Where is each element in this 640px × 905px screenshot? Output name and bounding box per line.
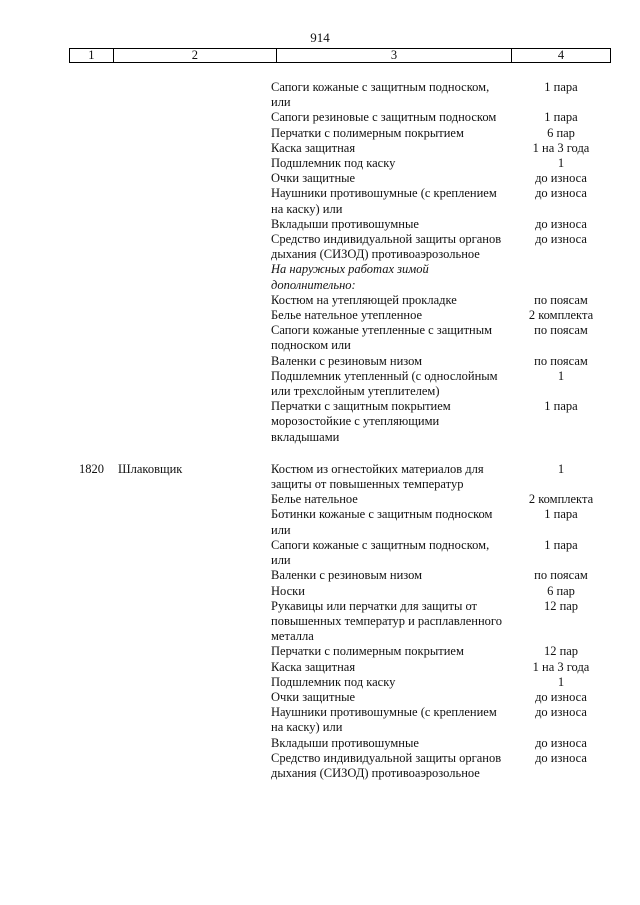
ppe-item-quantity: 1 пара (544, 399, 578, 414)
table-row (69, 354, 611, 369)
continued-item-list (69, 80, 611, 445)
ppe-item-name: Сапоги кожаные утепленные с защитным подноском или (271, 323, 493, 353)
table-row (69, 599, 611, 645)
ppe-item-quantity: до износа (535, 216, 587, 231)
ppe-item-quantity: 1 (557, 368, 565, 383)
profession-number: 1820 (79, 461, 104, 476)
ppe-item-name: Белье нательное (271, 492, 358, 507)
table-row (69, 186, 611, 216)
ppe-item-quantity: по поясам (534, 353, 588, 368)
ppe-item-quantity: до износа (535, 705, 587, 720)
table-row (69, 462, 611, 492)
table-row (69, 156, 611, 171)
ppe-item-quantity: по поясам (534, 568, 588, 583)
ppe-item-name: Сапоги резиновые с защитным подноском (271, 110, 497, 125)
ppe-item-name: Перчатки с защитным покрытием морозостойкие с утепляющими вкладышами (271, 399, 451, 444)
table-row (69, 660, 611, 675)
ppe-item-quantity: 6 пар (547, 125, 575, 140)
ppe-item-quantity: 1 на 3 года (532, 140, 590, 155)
ppe-item-quantity: 1 (557, 674, 565, 689)
table-row (69, 644, 611, 659)
column-header-row (69, 48, 611, 63)
ppe-item-name: Средство индивидуальной защиты органов дыхания (СИЗОД) противоаэрозольное (271, 232, 502, 262)
table-row (69, 141, 611, 156)
ppe-item-quantity: 1 пара (544, 80, 578, 94)
table-row (69, 568, 611, 583)
profession-block (69, 462, 611, 781)
table-row (69, 126, 611, 141)
ppe-item-quantity: 6 пар (547, 583, 575, 598)
table-row (69, 584, 611, 599)
ppe-item-name: Валенки с резиновым низом (271, 353, 423, 368)
ppe-item-quantity: до износа (535, 171, 587, 186)
ppe-item-quantity: 1 пара (544, 537, 578, 552)
table-row (69, 217, 611, 232)
ppe-item-quantity: 1 пара (544, 110, 578, 125)
table-row (69, 751, 611, 781)
table-row (69, 232, 611, 262)
ppe-item-quantity: по поясам (534, 323, 588, 338)
ppe-item-name: Рукавицы или перчатки для защиты от повышенных температур и расплавленного металла (271, 598, 502, 644)
page-number: 914 (310, 30, 330, 45)
ppe-table-body (69, 80, 611, 781)
table-row (69, 538, 611, 568)
ppe-item-name: Костюм на утепляющей прокладке (271, 292, 457, 307)
column-header-2: 2 (113, 49, 276, 63)
ppe-item-name: Подшлемник под каску (271, 674, 396, 689)
ppe-item-name: Костюм из огнестойких материалов для защиты от повышенных температур (271, 461, 484, 492)
table-row (69, 705, 611, 735)
ppe-item-quantity: 1 пара (544, 507, 578, 522)
table-row (69, 675, 611, 690)
ppe-item-name: Каска защитная (271, 659, 356, 674)
ppe-item-quantity: 1 (557, 156, 565, 171)
ppe-item-name: Вкладыши противошумные (271, 216, 419, 231)
ppe-item-name: Наушники противошумные (с креплением на каску) или (271, 705, 497, 735)
table-row (69, 171, 611, 186)
ppe-item-quantity: 1 (557, 461, 565, 476)
table-row (69, 80, 611, 110)
ppe-item-name: Подшлемник утепленный (с однослойным или трехслойным утеплителем) (271, 368, 498, 399)
ppe-item-name: Перчатки с полимерным покрытием (271, 644, 464, 659)
table-row (69, 110, 611, 125)
ppe-item-name: Каска защитная (271, 140, 356, 155)
ppe-item-name: Подшлемник под каску (271, 156, 396, 171)
table-row (69, 399, 611, 445)
column-header-4: 4 (511, 49, 610, 63)
column-header-3: 3 (277, 49, 512, 63)
table-row (69, 507, 611, 537)
ppe-item-quantity: по поясам (534, 292, 588, 307)
ppe-item-quantity: до износа (535, 689, 587, 704)
ppe-item-quantity: 2 комплекта (528, 308, 594, 323)
column-header-1: 1 (70, 49, 114, 63)
ppe-item-quantity: 12 пар (543, 644, 579, 659)
ppe-item-name: Очки защитные (271, 171, 356, 186)
ppe-item-name: Валенки с резиновым низом (271, 568, 423, 583)
table-row (69, 293, 611, 308)
ppe-item-quantity: до износа (535, 750, 587, 765)
table-row (69, 492, 611, 507)
ppe-item-quantity: до износа (535, 735, 587, 750)
ppe-item-name: Очки защитные (271, 689, 356, 704)
ppe-item-name: Носки (271, 583, 305, 598)
table-row (69, 736, 611, 751)
ppe-item-quantity: 1 на 3 года (532, 659, 590, 674)
ppe-item-name: Сапоги кожаные с защитным подноском, или (271, 537, 490, 568)
ppe-item-quantity: до износа (535, 186, 587, 201)
ppe-item-quantity: 12 пар (543, 598, 579, 613)
table-row (69, 369, 611, 399)
table-row (69, 690, 611, 705)
ppe-item-name: Белье нательное утепленное (271, 308, 423, 323)
profession-name: Шлаковщик (118, 461, 183, 476)
ppe-item-quantity: до износа (535, 232, 587, 247)
table-row (69, 323, 611, 353)
ppe-item-name: Наушники противошумные (с креплением на каску) или (271, 186, 497, 216)
ppe-item-name: На наружных работах зимой дополнительно: (271, 262, 429, 292)
table-row (69, 262, 611, 292)
ppe-item-quantity: 2 комплекта (528, 492, 594, 507)
ppe-item-name: Ботинки кожаные с защитным подноском или (271, 507, 493, 537)
table-row (69, 308, 611, 323)
ppe-item-name: Вкладыши противошумные (271, 735, 419, 750)
ppe-item-name: Средство индивидуальной защиты органов дыхания (СИЗОД) противоаэрозольное (271, 750, 502, 780)
ppe-item-name: Сапоги кожаные с защитным подноском, или (271, 80, 490, 110)
ppe-item-name: Перчатки с полимерным покрытием (271, 125, 464, 140)
